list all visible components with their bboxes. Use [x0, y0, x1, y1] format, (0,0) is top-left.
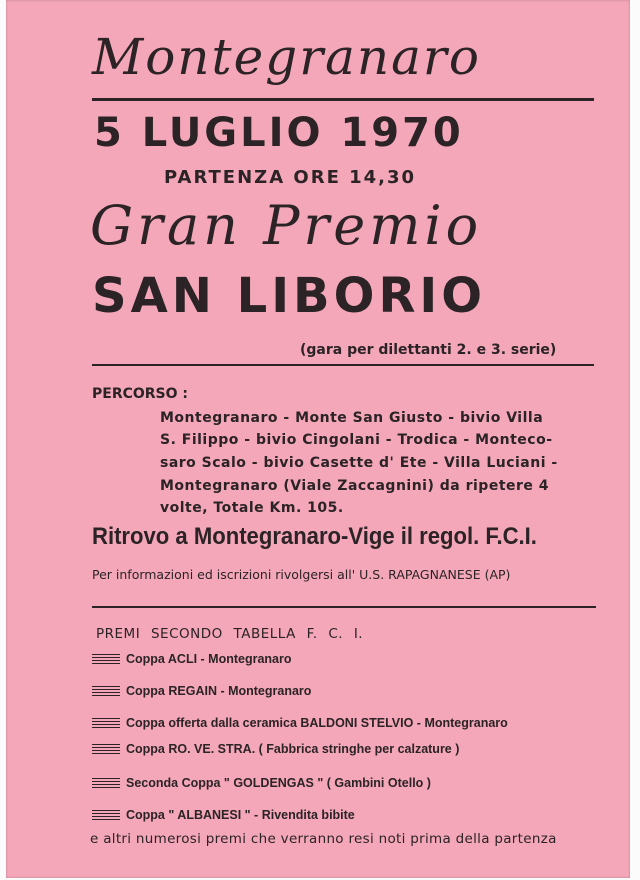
route-line: saro Scalo - bivio Casette d' Ete - Villa Luciani - [160, 455, 558, 471]
prize-bullet [92, 744, 120, 756]
route-line: Montegranaro (Viale Zaccagnini) da ripetere 4 [160, 478, 550, 494]
poster-sheet [6, 0, 630, 878]
race-date: 5 LUGLIO 1970 [94, 110, 464, 156]
prize-item: Coppa RO. VE. STRA. ( Fabbrica stringhe per calzature ) [126, 742, 460, 756]
prize-bullet [92, 686, 120, 698]
route-line: Montegranaro - Monte San Giusto - bivio Villa [160, 410, 544, 426]
mid-divider [92, 364, 594, 366]
prize-item: Coppa offerta dalla ceramica BALDONI STELVIO - Montegranaro [126, 716, 508, 730]
town-title: Montegranaro [92, 28, 481, 86]
route-label: PERCORSO : [92, 386, 189, 402]
meeting-point: Ritrovo a Montegranaro-Vige il regol. F.C.I. [92, 523, 537, 550]
prize-bullet [92, 654, 120, 666]
prize-item: Coppa REGAIN - Montegranaro [126, 684, 312, 698]
prize-bullet [92, 718, 120, 730]
race-name: SAN LIBORIO [92, 268, 487, 324]
prizes-footer: e altri numerosi premi che verranno resi noti prima della partenza [90, 831, 557, 847]
race-category: (gara per dilettanti 2. e 3. serie) [300, 342, 557, 358]
prize-item: Seconda Coppa " GOLDENGAS " ( Gambini Otello ) [126, 776, 431, 790]
prizes-heading: PREMI SECONDO TABELLA F. C. I. [96, 626, 364, 642]
prizes-divider [92, 606, 596, 608]
route-line: volte, Totale Km. 105. [160, 500, 344, 516]
top-divider [92, 98, 594, 101]
info-line: Per informazioni ed iscrizioni rivolgersi all' U.S. RAPAGNANESE (AP) [92, 567, 511, 582]
prize-bullet [92, 810, 120, 822]
race-title: Gran Premio [90, 194, 483, 257]
start-time: PARTENZA ORE 14,30 [164, 167, 417, 188]
prize-bullet [92, 778, 120, 790]
prize-item: Coppa ACLI - Montegranaro [126, 652, 292, 666]
route-line: S. Filippo - bivio Cingolani - Trodica - Monteco- [160, 432, 553, 448]
prize-item: Coppa " ALBANESI " - Rivendita bibite [126, 808, 355, 822]
